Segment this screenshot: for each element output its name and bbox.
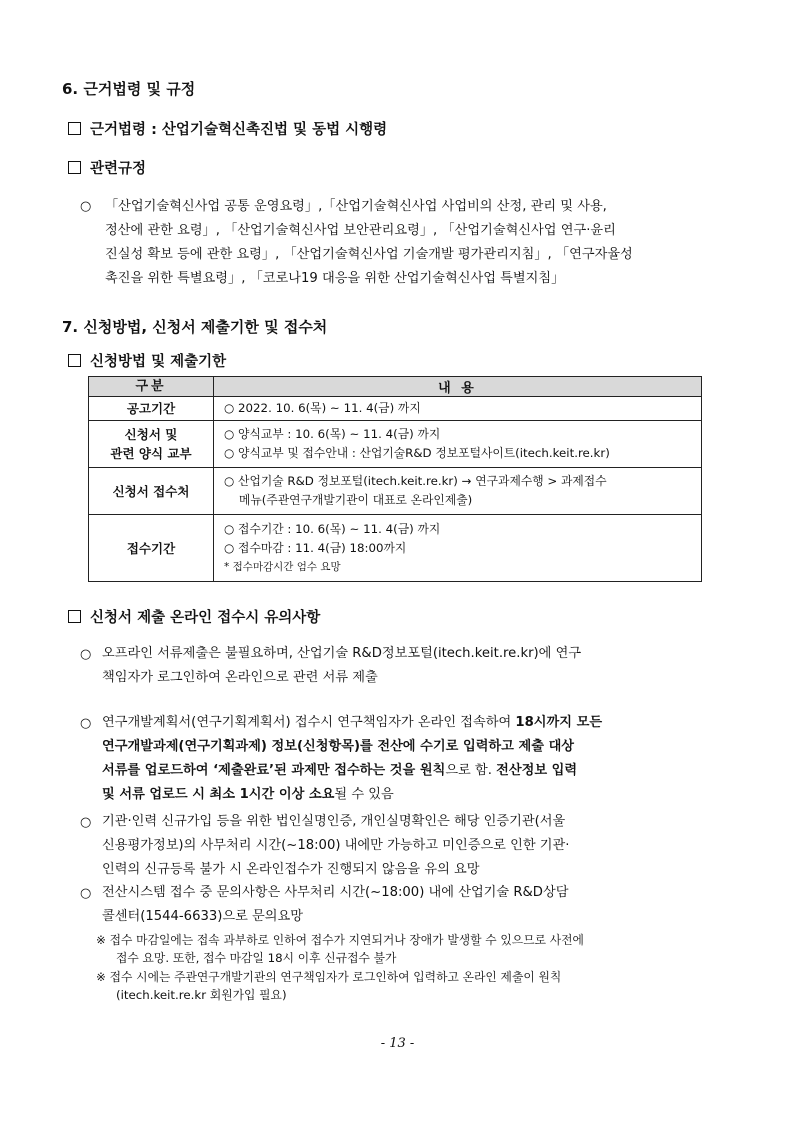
section-7-title: 7. 신청방법, 신청서 제출기한 및 접수처 (62, 318, 328, 336)
row-content-line: 메뉴(주관연구개발기관이 대표로 온라인제출) (224, 493, 473, 507)
online-notes-title: 신청서 제출 온라인 접수시 유의사항 (90, 610, 321, 626)
table-row (89, 468, 702, 515)
table-row (89, 421, 702, 468)
note-line: (itech.keit.re.kr 회원가입 필요) (116, 988, 287, 1002)
row-label-text: 접수기간 (126, 540, 176, 556)
paragraph-text: 으로 함. (445, 763, 497, 778)
circle-bullet-icon: ○ (80, 199, 92, 214)
related-rules-list (105, 195, 705, 291)
basis-law-text: 근거법령 : 산업기술혁신촉진법 및 동법 시행령 (90, 122, 388, 138)
row-content-line: ○ 접수기간 : 10. 6(목) ~ 11. 4(금) 까지 (224, 521, 441, 536)
related-rules-line: 정산에 관한 요령」, 「산업기술혁신사업 보안관리요령」, 「산업기술혁신사업 연구·윤리 (105, 223, 616, 238)
square-bullet-icon (68, 161, 81, 174)
row-label-text: 신청서 및 (124, 427, 178, 442)
circle-bullet-icon: ○ (80, 716, 92, 731)
table-header-category: 구분 (89, 377, 214, 397)
row-label (89, 397, 214, 421)
paragraph-line: 기관·인력 신규가입 등을 위한 법인실명인증, 개인실명확인은 해당 인증기관(서울 (102, 814, 566, 829)
method-title: 신청방법 및 제출기한 (90, 354, 227, 370)
square-bullet-icon (68, 122, 81, 135)
paragraph-line: 오프라인 서류제출은 불필요하며, 산업기술 R&D정보포털(itech.keit.re.kr)에 연구 (102, 646, 582, 661)
circle-bullet-icon: ○ (80, 886, 92, 901)
note-line: ※ 접수 마감일에는 접속 과부하로 인하여 접수가 지연되거나 장애가 발생할 수 있으므로 사전에 (96, 933, 584, 947)
table-row (89, 515, 702, 582)
row-content (214, 397, 702, 421)
notice-paragraph-4 (102, 881, 705, 929)
row-label-text: 관련 양식 교부 (110, 446, 192, 461)
row-content-line: ○ 산업기술 R&D 정보포털(itech.keit.re.kr) → 연구과제수행 > 과제접수 (224, 474, 607, 488)
circle-bullet-icon: ○ (80, 647, 92, 662)
row-label-text: 공고기간 (126, 401, 176, 416)
row-content-line: ○ 양식교부 및 접수안내 : 산업기술R&D 정보포털사이트(itech.keit.re.kr) (224, 446, 610, 460)
table-header-row (89, 377, 702, 397)
basis-law-heading (68, 118, 387, 139)
paragraph-line: 인력의 신규등록 불가 시 온라인접수가 진행되지 않음을 유의 요망 (102, 862, 480, 877)
related-rules-title: 관련규정 (90, 161, 147, 177)
related-rules-heading (68, 157, 146, 178)
row-label (89, 468, 214, 515)
note-line: 접수 요망. 또한, 접수 마감일 18시 이후 신규접수 불가 (116, 951, 397, 965)
paragraph-line: 신용평가정보)의 사무처리 시간(~18:00) 내에만 가능하고 미인증으로 인한 기관· (102, 838, 570, 853)
emphasis-text: 18시까지 모든 (515, 715, 603, 730)
notice-paragraph-2 (102, 711, 705, 807)
row-content-line: ○ 양식교부 : 10. 6(목) ~ 11. 4(금) 까지 (224, 427, 441, 441)
paragraph-line: 전산시스템 접수 중 문의사항은 사무처리 시간(~18:00) 내에 산업기술 R&D상담 (102, 885, 569, 900)
row-content (214, 515, 702, 582)
notice-paragraph-1 (102, 642, 705, 690)
related-rules-line: 진실성 확보 등에 관한 요령」, 「산업기술혁신사업 기술개발 평가관리지침」, 「연구자율성 (105, 247, 633, 262)
notice-note-1 (96, 931, 708, 967)
paragraph-line (102, 783, 705, 807)
row-label-text: 신청서 접수처 (112, 483, 190, 499)
row-label (89, 421, 214, 468)
paragraph-line (102, 711, 705, 735)
table-header-content: 내 용 (214, 377, 702, 397)
emphasis-text: 및 서류 업로드 시 최소 1시간 이상 소요 (102, 787, 335, 802)
paragraph-line (102, 735, 705, 759)
paragraph-text: 될 수 있음 (334, 787, 394, 802)
emphasis-text: 연구개발과제(연구기획과제) 정보(신청항목)를 전산에 수기로 입력하고 제출 대상 (102, 739, 575, 754)
square-bullet-icon (68, 354, 81, 367)
row-content-line: ○ 접수마감 : 11. 4(금) 18:00까지 (224, 540, 407, 555)
row-content-line: * 접수마감시간 엄수 요망 (224, 560, 341, 573)
row-content (214, 421, 702, 468)
emphasis-text: 서류를 업로드하여 ‘제출완료’된 과제만 접수하는 것을 원칙 (102, 763, 446, 778)
circle-bullet-icon: ○ (80, 815, 92, 830)
emphasis-text: 전산정보 입력 (496, 763, 578, 778)
page-number: - 13 - (380, 1036, 415, 1051)
note-line: ※ 접수 시에는 주관연구개발기관의 연구책임자가 로그인하여 입력하고 온라인 제출이 원칙 (96, 970, 562, 984)
paragraph-line: 콜센터(1544-6633)으로 문의요망 (102, 909, 304, 924)
paragraph-text: 연구개발계획서(연구기획계획서) 접수시 연구책임자가 온라인 접속하여 (102, 715, 516, 730)
notice-paragraph-3 (102, 810, 705, 882)
notice-note-2 (96, 968, 708, 1004)
row-label (89, 515, 214, 582)
related-rules-line: 촉진을 위한 특별요령」, 「코로나19 대응을 위한 산업기술혁신사업 특별지침」 (105, 271, 565, 286)
related-rules-line: 「산업기술혁신사업 공통 운영요령」,「산업기술혁신사업 사업비의 산정, 관리 및 사용, (105, 199, 607, 214)
online-notes-heading (68, 606, 320, 627)
row-content-line: ○ 2022. 10. 6(목) ~ 11. 4(금) 까지 (224, 401, 421, 415)
application-info-table (88, 376, 702, 582)
section-6-title: 6. 근거법령 및 규정 (62, 80, 196, 98)
paragraph-line (102, 759, 705, 783)
method-heading (68, 350, 226, 371)
row-content (214, 468, 702, 515)
paragraph-line: 책임자가 로그인하여 온라인으로 관련 서류 제출 (102, 670, 378, 685)
table-row (89, 397, 702, 421)
square-bullet-icon (68, 610, 81, 623)
